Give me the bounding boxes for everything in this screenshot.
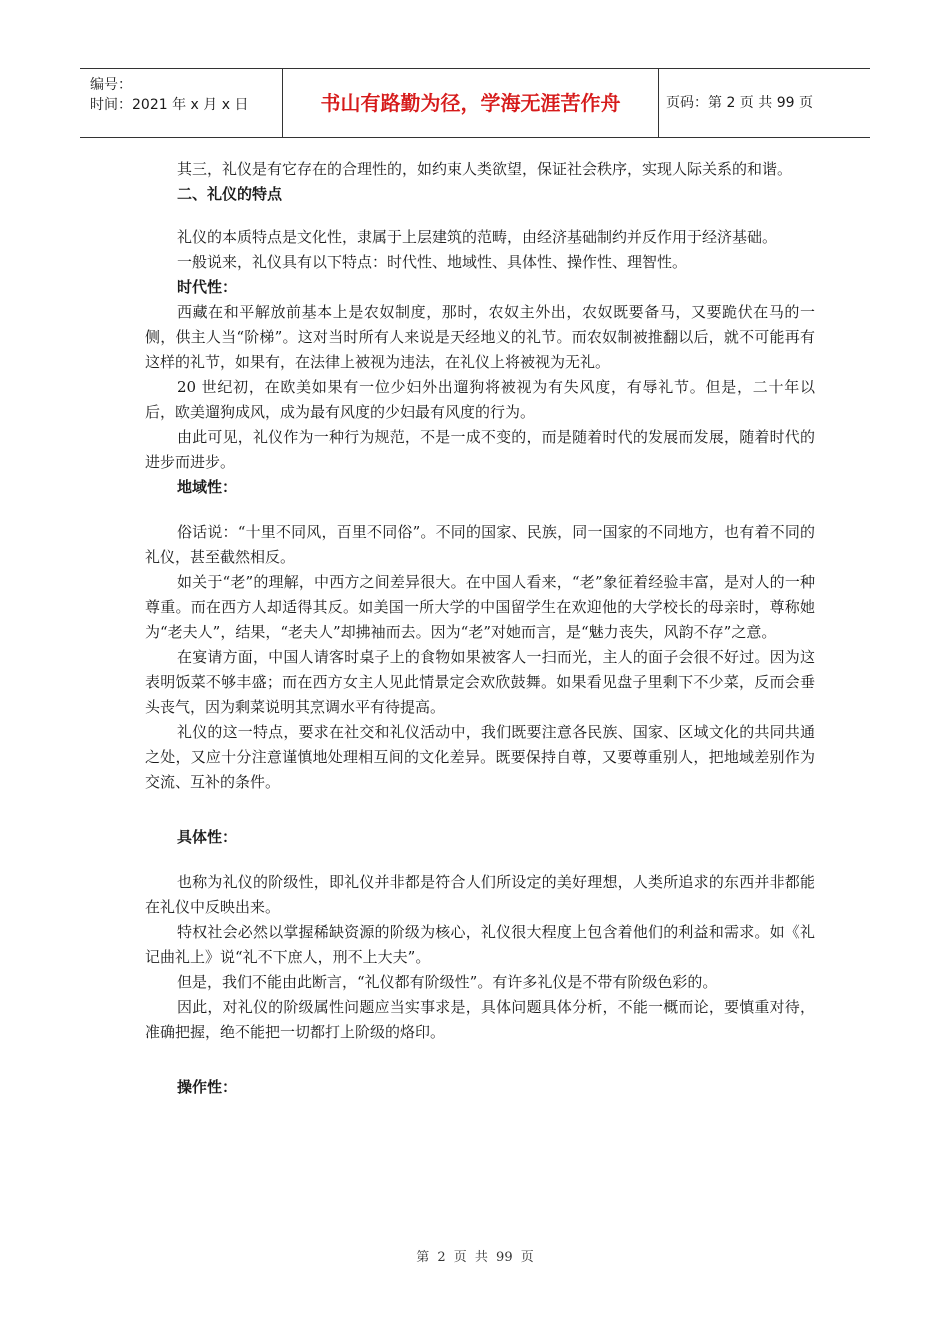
paragraph: 其三，礼仪是有它存在的合理性的，如约束人类欲望，保证社会秩序，实现人际关系的和谐。 <box>177 160 793 178</box>
paragraph: 由此可见，礼仪作为一种行为规范，不是一成不变的，而是随着时代的发展而发展，随着时代的进步而进步。 <box>145 428 815 471</box>
paragraph: 也称为礼仪的阶级性，即礼仪并非都是符合人们所设定的美好理想，人类所追求的东西并非都能在礼仪中反映出来。 <box>145 873 815 916</box>
section-heading: 二、礼仪的特点 <box>177 185 283 203</box>
subsection-heading: 操作性： <box>177 1078 238 1096</box>
page-header <box>80 68 870 138</box>
page-footer: 第 2 页 共 99 页 <box>416 1250 534 1265</box>
paragraph: 但是，我们不能由此断言，“礼仪都有阶级性”。有许多礼仪是不带有阶级色彩的。 <box>177 973 718 991</box>
paragraph: 一般说来，礼仪具有以下特点：时代性、地域性、具体性、操作性、理智性。 <box>177 253 688 271</box>
paragraph: 20 世纪初，在欧美如果有一位少妇外出遛狗将被视为有失风度，有辱礼节。但是，二十年以后，欧美遛狗成风，成为最有风度的少妇最有风度的行为。 <box>145 378 815 421</box>
subsection-heading: 地域性： <box>177 478 238 496</box>
header-page-code: 页码：第 2 页 共 99 页 <box>666 95 813 111</box>
header-divider-right <box>658 69 659 137</box>
document-body <box>145 157 815 1100</box>
paragraph: 特权社会必然以掌握稀缺资源的阶级为核心，礼仪很大程度上包含着他们的利益和需求。如《礼记曲礼上》说“礼不下庶人，刑不上大夫”。 <box>145 923 815 966</box>
subsection-heading: 具体性： <box>177 828 238 846</box>
paragraph: 西藏在和平解放前基本上是农奴制度，那时，农奴主外出，农奴既要备马，又要跪伏在马的一侧，供主人当“阶梯”。这对当时所有人来说是天经地义的礼节。而农奴制被推翻以后，就不可能再有这样的礼节，如果有，在法律上被视为违法，在礼仪上将被视为无礼。 <box>145 303 815 371</box>
header-motto: 书山有路勤为径，学海无涯苦作舟 <box>320 91 621 115</box>
paragraph: 礼仪的本质特点是文化性，隶属于上层建筑的范畴，由经济基础制约并反作用于经济基础。 <box>177 228 778 246</box>
paragraph: 俗话说：“十里不同风，百里不同俗”。不同的国家、民族，同一国家的不同地方，也有着不同的礼仪，甚至截然相反。 <box>145 523 815 566</box>
doc-date: 时间：2021 年 x 月 x 日 <box>90 97 249 113</box>
subsection-heading: 时代性： <box>177 278 238 296</box>
paragraph: 礼仪的这一特点，要求在社交和礼仪活动中，我们既要注意各民族、国家、区域文化的共同共通之处，又应十分注意谨慎地处理相互间的文化差异。既要保持自尊，又要尊重别人，把地域差别作为交流、互补的条件。 <box>145 723 815 791</box>
doc-number-label: 编号： <box>90 77 132 93</box>
paragraph: 如关于“老”的理解，中西方之间差异很大。在中国人看来，“老”象征着经验丰富，是对人的一种尊重。而在西方人却适得其反。如美国一所大学的中国留学生在欢迎他的大学校长的母亲时，尊称她为“老夫人”，结果，“老夫人”却拂袖而去。因为“老”对她而言，是“魅力丧失，风韵不存”之意。 <box>145 573 815 641</box>
paragraph: 在宴请方面，中国人请客时桌子上的食物如果被客人一扫而光，主人的面子会很不好过。因为这表明饭菜不够丰盛；而在西方女主人见此情景定会欢欣鼓舞。如果看见盘子里剩下不少菜，反而会垂头丧气，因为剩菜说明其烹调水平有待提高。 <box>145 648 815 716</box>
paragraph: 因此，对礼仪的阶级属性问题应当实事求是，具体问题具体分析，不能一概而论，要慎重对待，准确把握，绝不能把一切都打上阶级的烙印。 <box>145 998 815 1041</box>
